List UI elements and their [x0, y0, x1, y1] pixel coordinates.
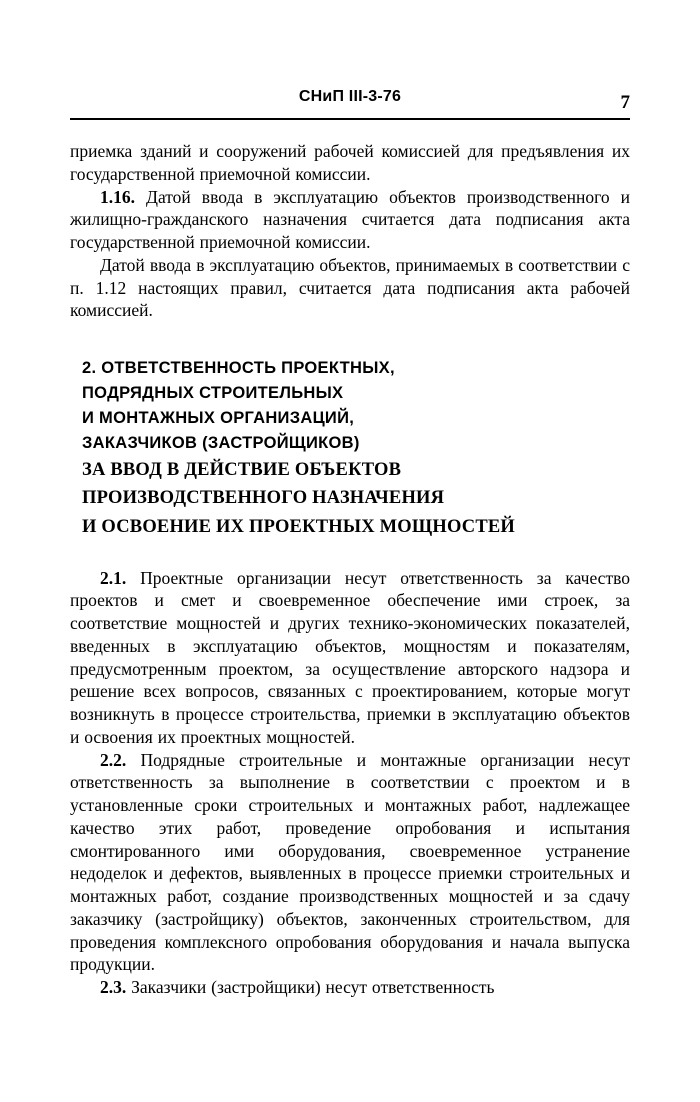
- paragraph-2-1: [70, 567, 630, 749]
- paragraph-1-16-text: Датой ввода в эксплуатацию объектов производственного и жилищно-гражданского назначения считается дата подписания акта государственной приемочной комиссии.: [70, 186, 630, 252]
- document-body: [70, 140, 630, 999]
- paragraph-2-2-text: Подрядные строительные и монтажные организации несут ответственность за выполнение в соответствии с проектом и в установленные сроки строительных и монтажных работ, надлежащее качество этих работ, проведение опробования и испытания смонтированного ими оборудования, своевременное устранение недоделок и дефектов, выявленных в процессе приемки строительных и монтажных работ, создание производственных мощностей и за сдачу заказчику (застройщику) объектов, законченных строительством, для проведения комплексного опробования оборудования и начала выпуска продукции.: [70, 749, 630, 975]
- paragraph-2-2: [70, 749, 630, 977]
- section-heading-line-7: И ОСВОЕНИЕ ИХ ПРОЕКТНЫХ МОЩНОСТЕЙ: [82, 516, 515, 537]
- section-heading-2: [70, 356, 630, 541]
- paragraph-1-16: [70, 186, 630, 254]
- header-divider: [70, 118, 630, 120]
- document-standard-title: СНиП III-3-76: [298, 88, 402, 105]
- section-heading-line-6: ПРОИЗВОДСТВЕННОГО НАЗНАЧЕНИЯ: [82, 488, 445, 509]
- paragraph-continued: приемка зданий и сооружений рабочей комиссией для предъявления их государственной приемочной комиссии.: [70, 141, 630, 184]
- paragraph-number-2-2: 2.2.: [100, 749, 127, 770]
- page-header: [70, 88, 630, 114]
- section-heading-line-1: 2. ОТВЕТСТВЕННОСТЬ ПРОЕКТНЫХ,: [82, 359, 395, 377]
- paragraph-2-3: [70, 976, 630, 999]
- paragraph-number-2-3: 2.3.: [100, 977, 127, 998]
- paragraph-2-1-text: Проектные организации несут ответственность за качество проектов и смет и своевременное обеспечение ими строек, за соответствие мощностей и других технико-экономических показателей, введенных в эксплуатацию объектов, мощностям и показателям, предусмотренным проектом, за осуществление авторского надзора и решение всех вопросов, связанных с проектированием, которые могут возникнуть в процессе строительства, приемки в эксплуатацию объектов и освоения их проектных мощностей.: [70, 567, 630, 747]
- section-heading-line-4: ЗАКАЗЧИКОВ (ЗАСТРОЙЩИКОВ): [82, 434, 360, 453]
- section-heading-line-2: ПОДРЯДНЫХ СТРОИТЕЛЬНЫХ: [82, 384, 344, 403]
- page-number: 7: [620, 92, 630, 113]
- paragraph-number-1-16: 1.16.: [100, 186, 135, 207]
- paragraph-2-3-text: Заказчики (застройщики) несут ответственность: [126, 977, 495, 998]
- section-heading-line-5: ЗА ВВОД В ДЕЙСТВИЕ ОБЪЕКТОВ: [82, 460, 402, 481]
- section-heading-line-3: И МОНТАЖНЫХ ОРГАНИЗАЦИЙ,: [82, 409, 355, 428]
- paragraph-1-16-continued: Датой ввода в эксплуатацию объектов, принимаемых в соответствии с п. 1.12 настоящих правил, считается дата подписания акта рабочей комиссией.: [70, 254, 630, 321]
- paragraph-number-2-1: 2.1.: [100, 567, 127, 588]
